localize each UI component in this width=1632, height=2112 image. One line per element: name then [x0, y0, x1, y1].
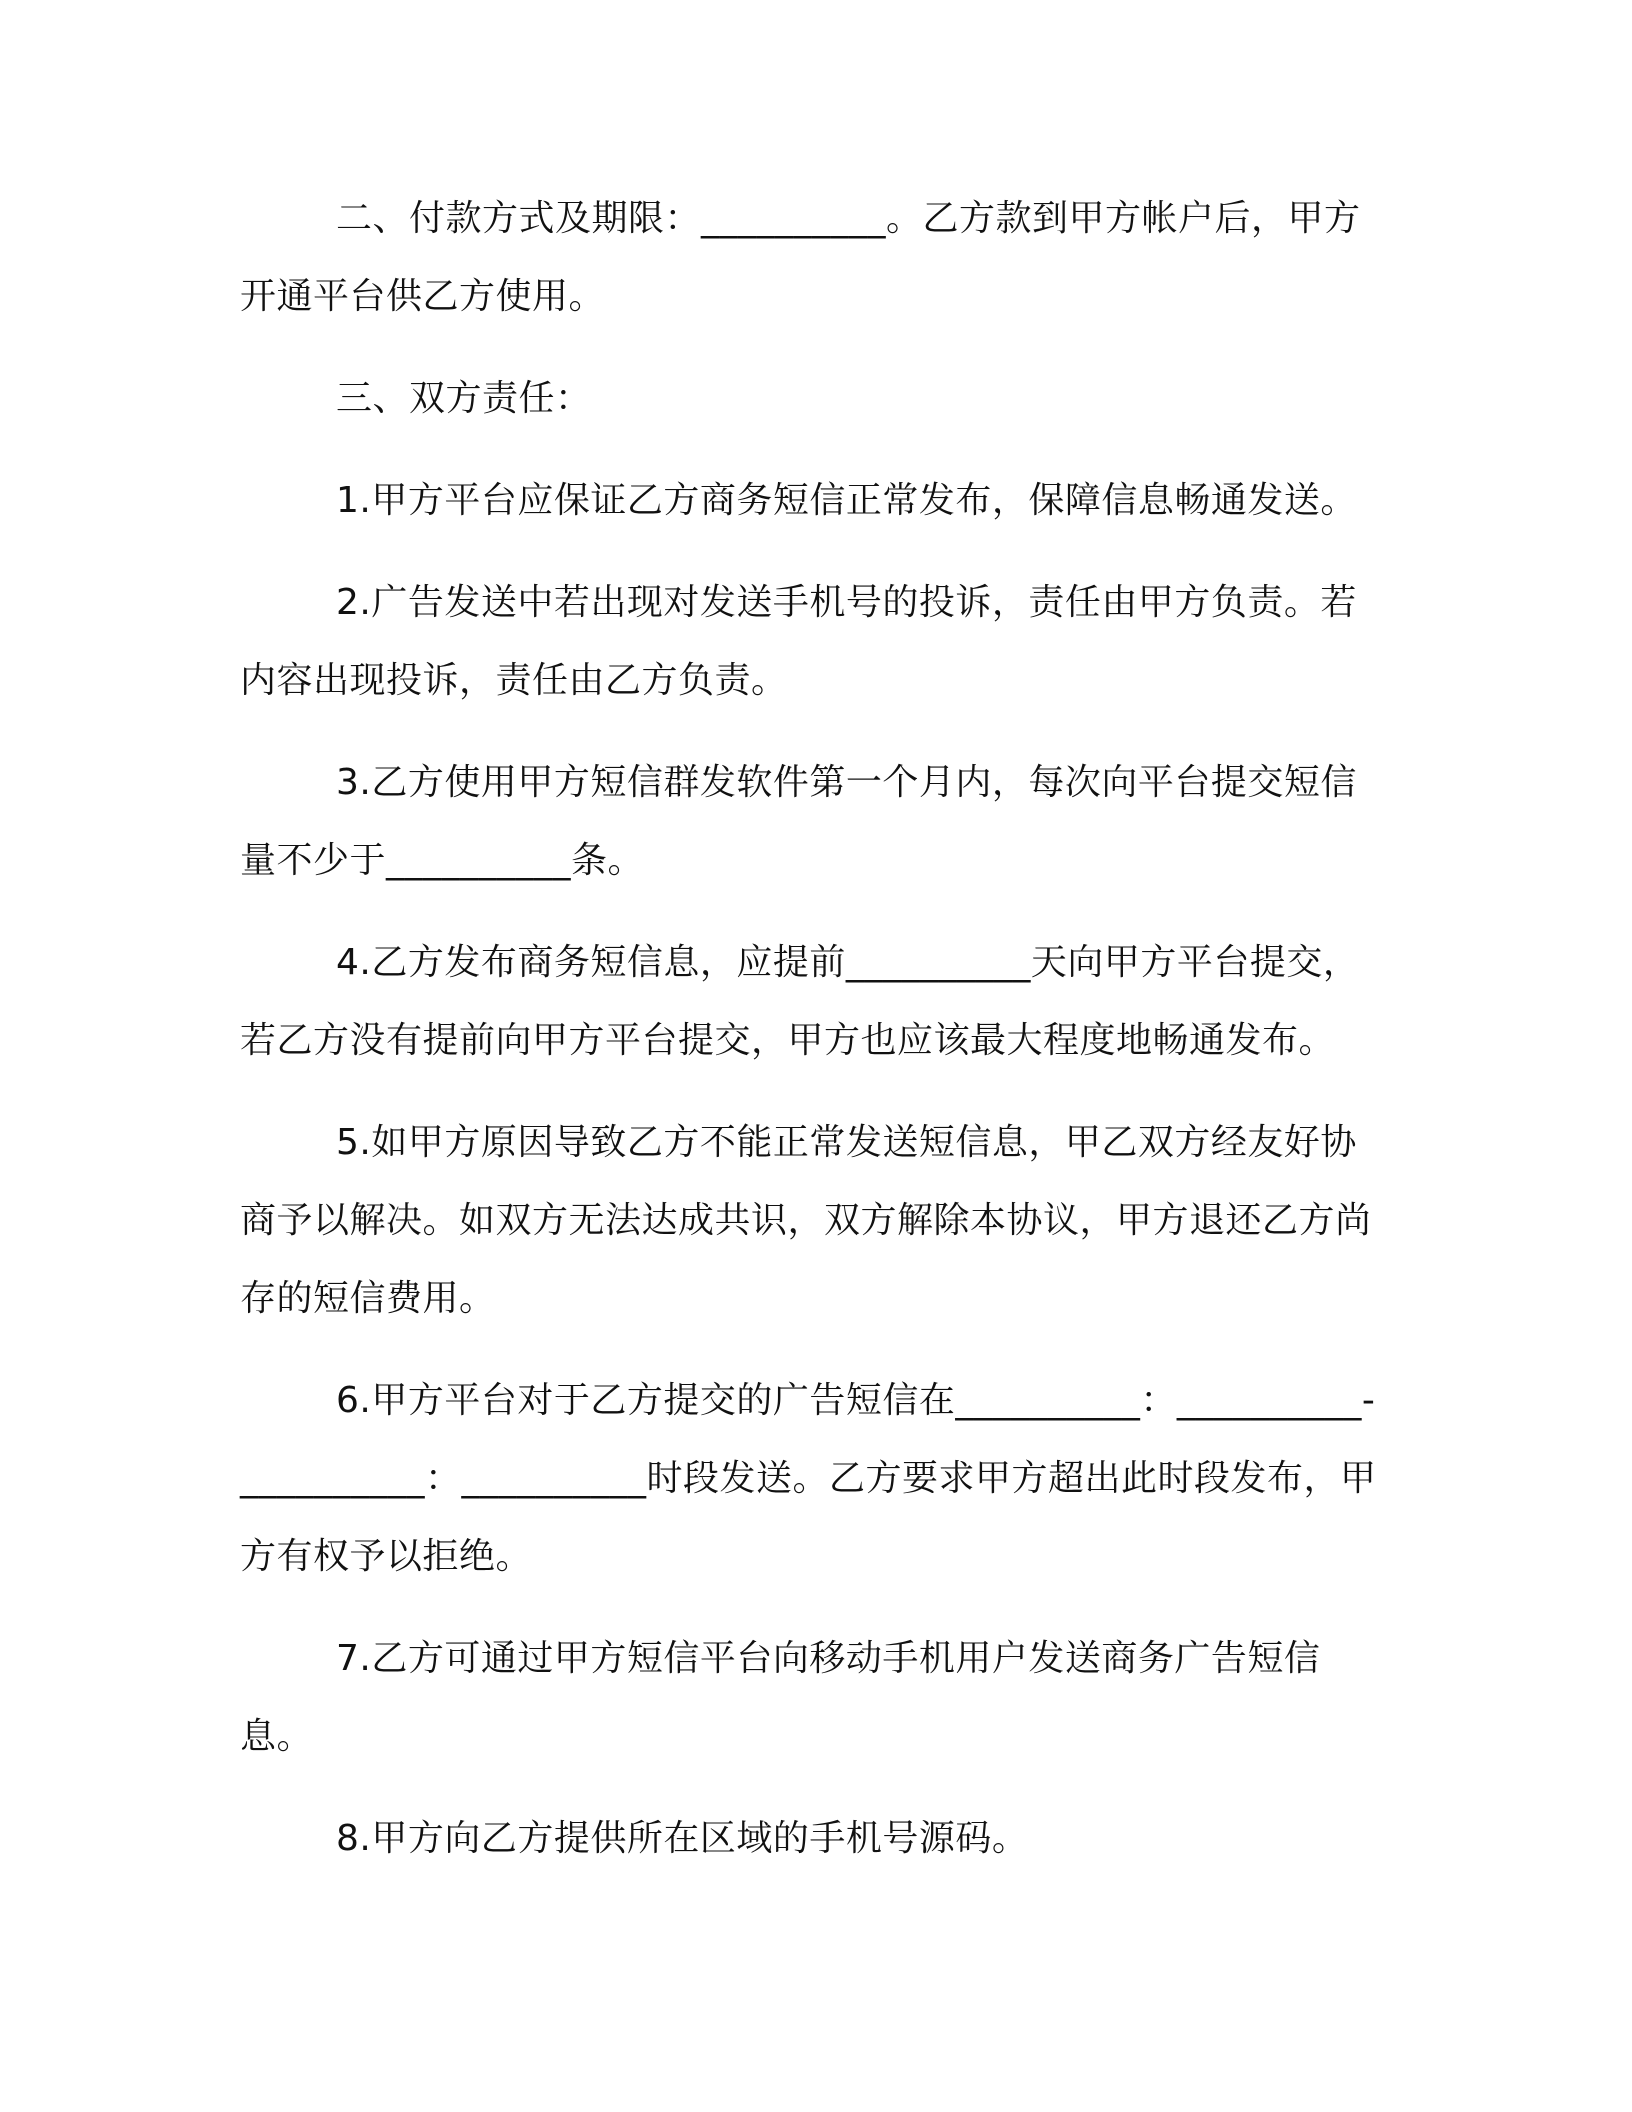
paragraph-clause-3: 3.乙方使用甲方短信群发软件第一个月内，每次向平台提交短信量不少于__________条。 — [240, 762, 1357, 881]
paragraph-clause-2: 2.广告发送中若出现对发送手机号的投诉，责任由甲方负责。若内容出现投诉，责任由乙方负责。 — [240, 582, 1357, 701]
paragraph-clause-7: 7.乙方可通过甲方短信平台向移动手机用户发送商务广告短信息。 — [240, 1638, 1321, 1757]
paragraph-payment-terms: 二、付款方式及期限：__________。乙方款到甲方帐户后，甲方开通平台供乙方使用。 — [240, 198, 1361, 317]
paragraph-clause-8: 8.甲方向乙方提供所在区域的手机号源码。 — [336, 1818, 1029, 1859]
document-body — [240, 180, 1390, 1902]
paragraph-clause-1: 1.甲方平台应保证乙方商务短信正常发布，保障信息畅通发送。 — [336, 480, 1357, 521]
paragraph-clause-4: 4.乙方发布商务短信息，应提前__________天向甲方平台提交，若乙方没有提前向甲方平台提交，甲方也应该最大程度地畅通发布。 — [240, 942, 1360, 1061]
paragraph-clause-6: 6.甲方平台对于乙方提交的广告短信在__________：__________-__________：__________时段发送。乙方要求甲方超出此时段发布，甲方有权予以拒绝。 — [240, 1380, 1377, 1577]
paragraph-clause-5: 5.如甲方原因导致乙方不能正常发送短信息，甲乙双方经友好协商予以解决。如双方无法达成共识，双方解除本协议，甲方退还乙方尚存的短信费用。 — [240, 1122, 1372, 1319]
paragraph-responsibilities-heading: 三、双方责任： — [336, 378, 592, 419]
